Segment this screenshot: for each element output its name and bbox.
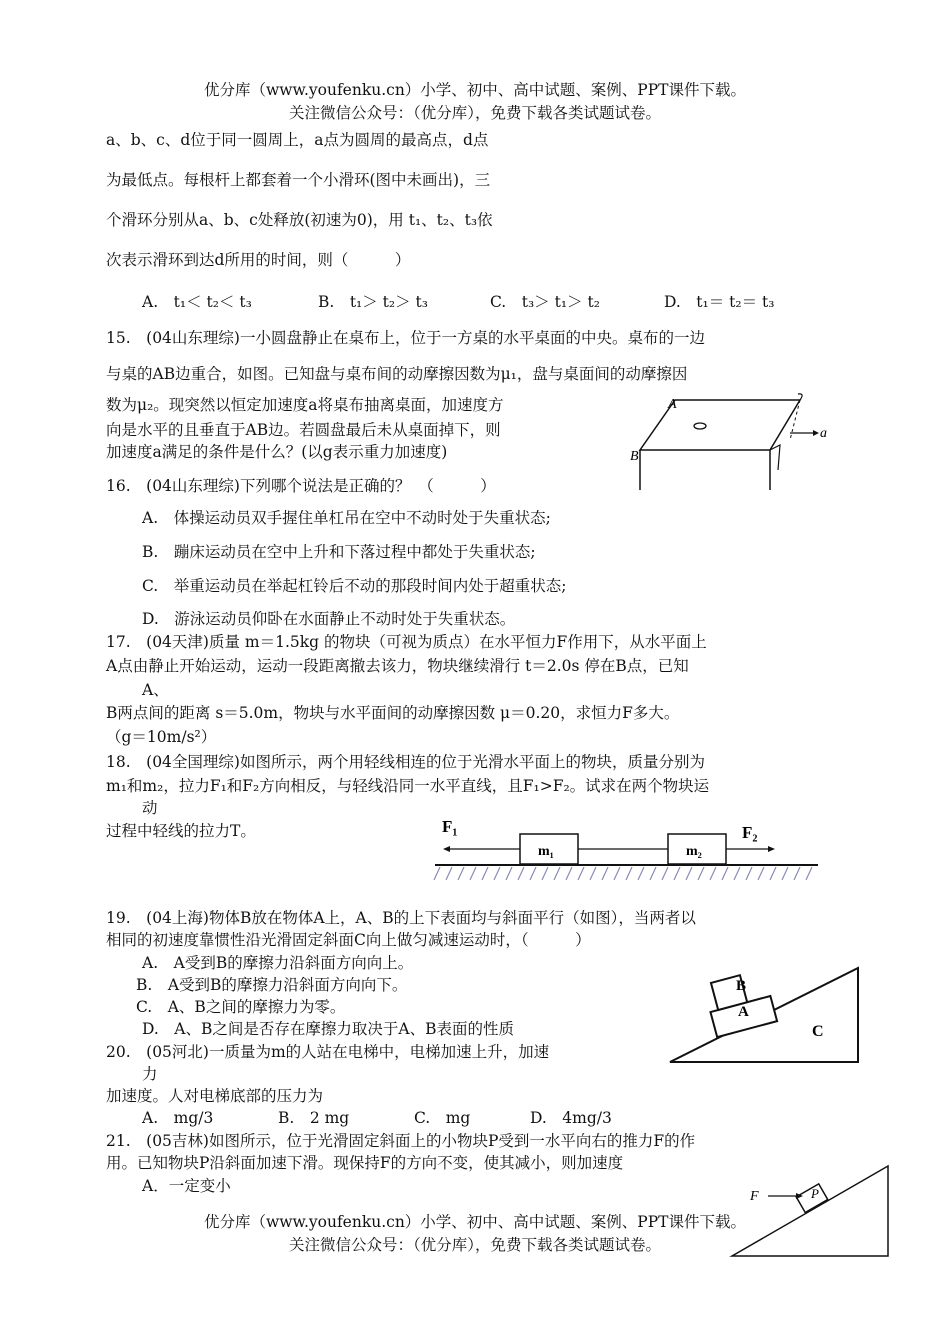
small-disc <box>694 423 706 429</box>
q14-option-a: A. t₁＜ t₂＜ t₃ <box>142 293 252 311</box>
q14-option-b: B. t₁＞ t₂＞ t₃ <box>318 293 428 311</box>
q20-option-a: A. mg/3 <box>142 1109 214 1127</box>
q14-line-2: 为最低点。每根杆上都套着一个小滑环(图中未画出)，三 <box>106 171 491 189</box>
q15-table-figure <box>620 390 850 490</box>
q17-line-2: A点由静止开始运动，运动一段距离撤去该力，物块继续滑行 t＝2.0s 停在B点，已知 <box>106 657 689 675</box>
q14-line-4: 次表示滑环到达d所用的时间，则（ ） <box>106 251 411 269</box>
q20-option-c: C. mg <box>414 1109 471 1127</box>
label-incline-c: C <box>812 1023 824 1040</box>
label-force-f: F <box>750 1189 759 1204</box>
footer-line-1: 优分库（www.youfenku.cn）小学、初中、高中试题、案例、PPT课件下载。 <box>203 1213 747 1231</box>
q20-line-3: 加速度。人对电梯底部的压力为 <box>106 1087 324 1105</box>
q19-option-d: D. A、B之间是否存在摩擦力取决于A、B表面的性质 <box>142 1020 514 1038</box>
q16-stem: 16. (04山东理综)下列哪个说法是正确的？ （ ） <box>106 477 496 495</box>
q17-line-5: （g＝10m/s²） <box>106 728 217 746</box>
q19-incline-figure <box>666 962 866 1066</box>
q15-line-3: 数为μ₂。现突然以恒定加速度a将桌布抽离桌面，加速度方 <box>106 396 504 414</box>
q16-option-c: C. 举重运动员在举起杠铃后不动的那段时间内处于超重状态; <box>142 577 567 595</box>
tablecloth-edge <box>770 445 780 470</box>
q16-option-b: B. 蹦床运动员在空中上升和下落过程中都处于失重状态; <box>142 543 536 561</box>
q14-line-3: 个滑环分别从a、b、c处释放(初速为0)，用 t₁、t₂、t₃依 <box>106 211 493 229</box>
q18-line-2: m₁和m₂，拉力F₁和F₂方向相反，与轻线沿同一水平直线，且F₁>F₂。试求在两个物块运 <box>106 777 710 795</box>
label-f2: F₂ <box>742 823 758 842</box>
q18-line-4: 过程中轻线的拉力T。 <box>106 822 256 840</box>
q18-line-1: 18. (04全国理综)如图所示，两个用轻线相连的位于光滑水平面上的物块，质量分别为 <box>106 753 705 771</box>
label-accel: a <box>820 426 827 441</box>
ground-hatching <box>434 867 812 880</box>
q14-line-1: a、b、c、d位于同一圆周上，a点为圆周的最高点，d点 <box>106 131 489 149</box>
q20-option-d: D. 4mg/3 <box>530 1109 612 1127</box>
label-block-a: A <box>738 1004 749 1020</box>
q14-option-d: D. t₁＝ t₂＝ t₃ <box>664 293 775 311</box>
q21-option-a: A．一定变小 <box>142 1177 231 1195</box>
label-m2: m₂ <box>686 844 702 859</box>
q16-option-d: D. 游泳运动员仰卧在水面静止不动时处于失重状态。 <box>142 610 516 628</box>
q20-line-1: 20. (05河北)一质量为m的人站在电梯中，电梯加速上升，加速 <box>106 1043 550 1061</box>
q21-line-1: 21. (05吉林)如图所示，位于光滑固定斜面上的小物块P受到一水平向右的推力F的作 <box>106 1132 696 1150</box>
q17-line-4: B两点间的距离 s＝5.0m，物块与水平面间的动摩擦因数 μ＝0.20，求恒力F多大。 <box>106 704 680 722</box>
label-m1: m₁ <box>538 844 554 859</box>
q14-option-c: C. t₃＞ t₁＞ t₂ <box>490 293 600 311</box>
q15-line-1: 15. (04山东理综)一小圆盘静止在桌布上，位于一方桌的水平桌面的中央。桌布的一边 <box>106 329 705 347</box>
q15-line-5: 加速度a满足的条件是什么？(以g表示重力加速度) <box>106 443 448 461</box>
q19-option-a: A. A受到B的摩擦力沿斜面方向向上。 <box>142 954 414 972</box>
q17-line-1: 17. (04天津)质量 m＝1.5kg 的物块（可视为质点）在水平恒力F作用下，从水平面上 <box>106 633 707 651</box>
q21-line-2: 用。已知物块P沿斜面加速下滑。现保持F的方向不变，使其减小，则加速度 <box>106 1154 624 1172</box>
q19-line-2: 相同的初速度靠惯性沿光滑固定斜面C向上做匀减速运动时，（ ） <box>106 931 591 949</box>
q19-option-c: C. A、B之间的摩擦力为零。 <box>136 998 346 1016</box>
q19-option-b: B. A受到B的摩擦力沿斜面方向向下。 <box>136 976 408 994</box>
q20-option-b: B. 2 mg <box>278 1109 350 1127</box>
label-block-p: P <box>811 1186 819 1201</box>
q16-option-a: A. 体操运动员双手握住单杠吊在空中不动时处于失重状态; <box>142 509 551 527</box>
q15-line-4: 向是水平的且垂直于AB边。若圆盘最后未从桌面掉下，则 <box>106 421 501 439</box>
q19-line-1: 19. (04上海)物体B放在物体A上，A、B的上下表面均与斜面平行（如图），当两者以 <box>106 909 696 927</box>
label-a-corner: A <box>668 397 677 412</box>
q15-line-2: 与桌的AB边重合，如图。已知盘与桌布间的动摩擦因数为μ₁，盘与桌面间的动摩擦因 <box>106 365 688 383</box>
header-line-1: 优分库（www.youfenku.cn）小学、初中、高中试题、案例、PPT课件下载。 <box>203 81 747 99</box>
q18-line-3: 动 <box>142 799 158 817</box>
label-b-corner: B <box>630 449 639 464</box>
q20-line-2: 力 <box>142 1065 158 1083</box>
q18-blocks-figure <box>430 812 822 887</box>
table-top-shape <box>640 400 800 450</box>
q17-line-3: A、 <box>142 681 169 699</box>
label-f1: F₁ <box>442 817 458 836</box>
label-block-b: B <box>736 978 747 994</box>
header-line-2: 关注微信公众号：（优分库），免费下载各类试题试卷。 <box>288 104 661 122</box>
footer-line-2: 关注微信公众号：（优分库），免费下载各类试题试卷。 <box>288 1236 661 1254</box>
